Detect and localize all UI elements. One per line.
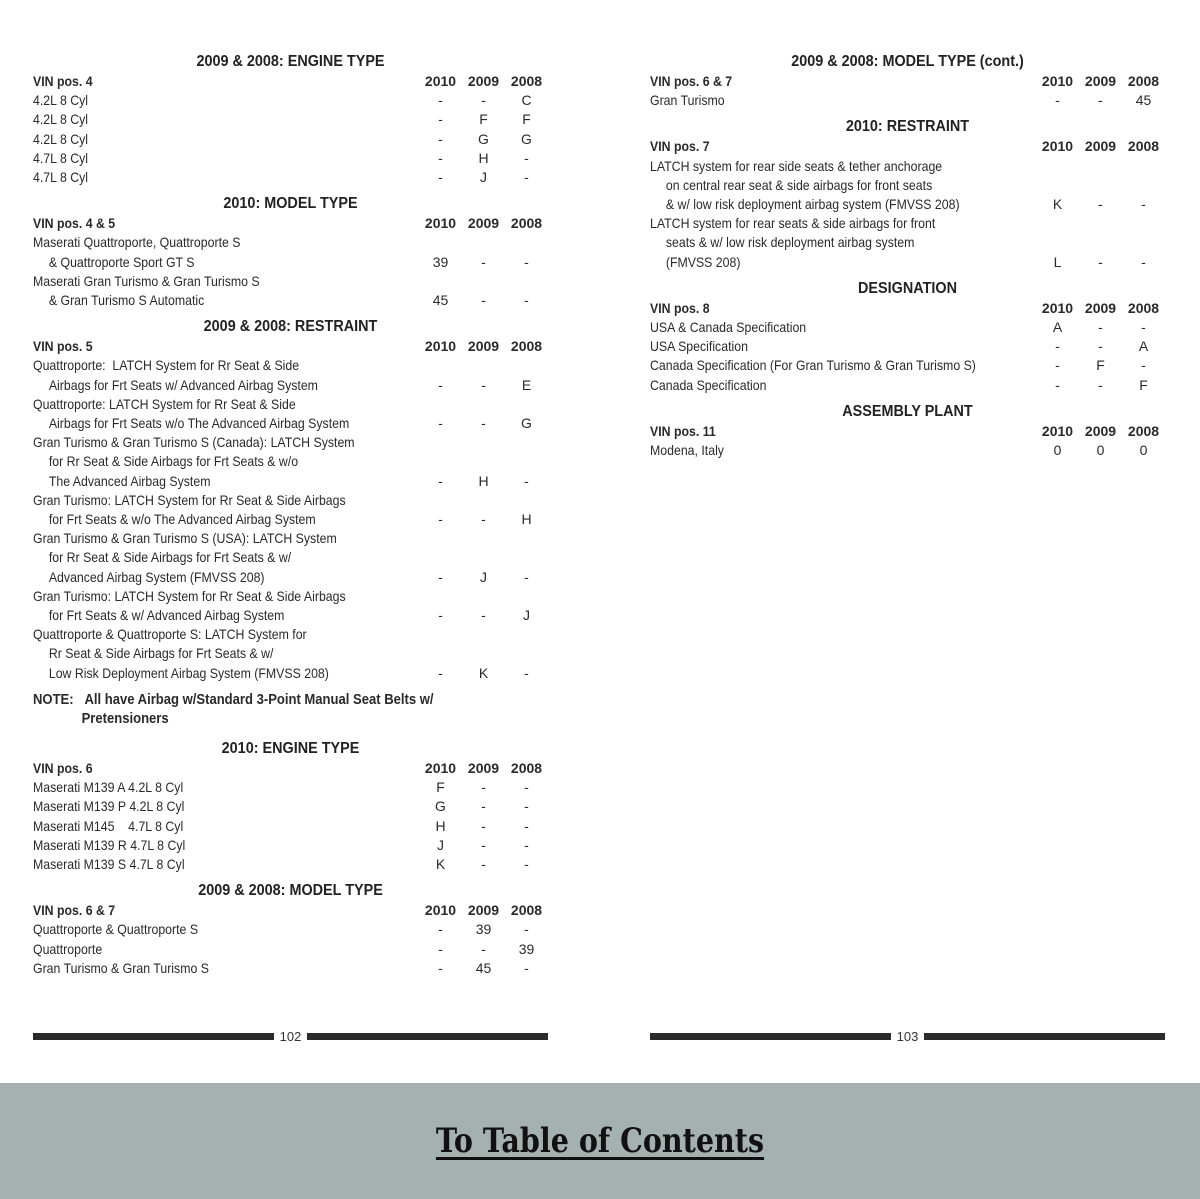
code-2010: L xyxy=(1053,253,1062,270)
description-line: Airbags for Frt Seats w/ Advanced Airbag System xyxy=(48,376,318,393)
year-header-2009: 2009 xyxy=(467,902,500,919)
code-row xyxy=(33,91,548,110)
code-2009: J xyxy=(480,169,487,186)
year-header-2010: 2010 xyxy=(1041,138,1074,155)
code-2009: - xyxy=(481,607,486,624)
section-2010-model-type xyxy=(33,194,548,310)
toc-band xyxy=(0,1083,1200,1199)
section-title: DESIGNATION xyxy=(858,279,957,297)
code-2009: - xyxy=(481,511,486,528)
vin-position-label: VIN pos. 8 xyxy=(650,299,710,316)
code-row xyxy=(33,529,548,587)
code-2008: 39 xyxy=(518,940,535,957)
row-description xyxy=(33,920,373,939)
description-line: for Rr Seat & Side Airbags for Frt Seats & w/ xyxy=(48,549,292,566)
year-header-2009: 2009 xyxy=(1084,138,1117,155)
row-description xyxy=(33,130,373,149)
page-102 xyxy=(33,50,548,985)
year-header-2009: 2009 xyxy=(1084,73,1117,89)
code-2008: - xyxy=(1141,319,1146,336)
code-2009: - xyxy=(481,415,486,432)
vin-position-header xyxy=(33,337,548,356)
table-of-contents-link[interactable]: To Table of Contents xyxy=(435,1121,765,1161)
section-title: ASSEMBLY PLANT xyxy=(842,402,973,420)
description-line: Maserati M139 P 4.2L 8 Cyl xyxy=(33,798,185,815)
description-line: LATCH system for rear seats & side airbags for front xyxy=(650,215,936,232)
code-row xyxy=(33,587,548,625)
year-header-2008: 2008 xyxy=(510,73,543,89)
code-2010: - xyxy=(1055,376,1060,393)
vin-position-header xyxy=(33,759,548,778)
year-header-2009: 2009 xyxy=(467,73,500,89)
year-header-2009: 2009 xyxy=(467,215,500,232)
vin-position-header xyxy=(650,72,1165,91)
code-2008: 45 xyxy=(1135,92,1152,109)
footer-rule-right xyxy=(307,1033,548,1040)
description-line: Rr Seat & Side Airbags for Frt Seats & w/ xyxy=(48,645,274,662)
code-row xyxy=(33,491,548,529)
description-line: Quattroporte xyxy=(33,940,103,957)
section-title: 2009 & 2008: RESTRAINT xyxy=(203,318,378,336)
code-2008: G xyxy=(521,415,532,432)
code-2010: - xyxy=(438,511,443,528)
code-row xyxy=(33,395,548,433)
row-description xyxy=(33,91,373,110)
code-2008: - xyxy=(1141,196,1146,213)
description-line: for Rr Seat & Side Airbags for Frt Seats & w/o xyxy=(48,453,299,470)
description-line: Maserati M139 S 4.7L 8 Cyl xyxy=(33,855,185,872)
section-2009-2008-engine-type xyxy=(33,52,548,187)
code-2009: - xyxy=(481,798,486,815)
code-2010: J xyxy=(437,836,444,853)
description-line: for Frt Seats & w/ Advanced Airbag System xyxy=(48,607,285,624)
description-line: Canada Specification xyxy=(650,376,767,393)
description-line: Gran Turismo & Gran Turismo S (Canada): LATCH System xyxy=(33,434,355,451)
year-header-2008: 2008 xyxy=(510,902,543,919)
year-header-2010: 2010 xyxy=(424,902,457,919)
code-2008: - xyxy=(524,921,529,938)
vin-position-header xyxy=(650,299,1165,318)
note-text-line2: Pretensioners xyxy=(81,710,169,727)
code-2008: - xyxy=(524,292,529,309)
row-description xyxy=(33,110,373,129)
code-row xyxy=(33,778,548,797)
description-line: Quattroporte & Quattroporte S xyxy=(33,921,199,938)
code-2008: - xyxy=(524,664,529,681)
description-line: on central rear seat & side airbags for front seats xyxy=(665,176,933,193)
vin-position-header xyxy=(33,214,548,233)
code-row xyxy=(650,318,1165,337)
code-2010: - xyxy=(1055,92,1060,109)
code-2008: - xyxy=(524,253,529,270)
code-row xyxy=(33,433,548,491)
row-description xyxy=(650,157,990,215)
code-row xyxy=(33,130,548,149)
code-row xyxy=(33,168,548,187)
description-line: Canada Specification (For Gran Turismo & Gran Turismo S) xyxy=(650,357,976,374)
code-2008: - xyxy=(524,149,529,166)
code-2010: - xyxy=(438,415,443,432)
code-2010: A xyxy=(1052,319,1063,336)
description-line: 4.2L 8 Cyl xyxy=(33,92,89,109)
year-header-2010: 2010 xyxy=(424,759,457,776)
code-2010: F xyxy=(436,779,445,796)
code-row xyxy=(650,91,1165,110)
code-2010: - xyxy=(438,664,443,681)
code-2009: - xyxy=(1098,92,1103,109)
row-description xyxy=(33,529,373,587)
description-line: Quattroporte: LATCH System for Rr Seat & Side xyxy=(33,357,300,374)
code-row xyxy=(33,149,548,168)
code-2008: E xyxy=(521,376,532,393)
row-description xyxy=(33,940,373,959)
code-2008: G xyxy=(521,130,532,147)
vin-position-header xyxy=(650,422,1165,441)
row-description xyxy=(650,91,990,110)
description-line: 4.7L 8 Cyl xyxy=(33,149,89,166)
code-2010: G xyxy=(435,798,446,815)
row-description xyxy=(33,233,373,271)
section-2009-2008-restraint xyxy=(33,317,548,683)
code-row xyxy=(33,272,548,310)
code-2008: J xyxy=(523,607,530,624)
code-2008: - xyxy=(524,855,529,872)
description-line: USA & Canada Specification xyxy=(650,319,807,336)
description-line: (FMVSS 208) xyxy=(665,253,741,270)
vin-position-label: VIN pos. 5 xyxy=(33,338,93,355)
code-2009: - xyxy=(481,836,486,853)
code-row xyxy=(33,836,548,855)
description-line: & Quattroporte Sport GT S xyxy=(48,253,195,270)
page-footer-103 xyxy=(650,1028,1165,1044)
year-header-2010: 2010 xyxy=(1041,73,1074,89)
vin-position-header xyxy=(650,137,1165,156)
code-2009: - xyxy=(481,376,486,393)
row-description xyxy=(33,817,373,836)
year-header-2008: 2008 xyxy=(510,759,543,776)
code-2009: - xyxy=(481,779,486,796)
section-title: 2009 & 2008: MODEL TYPE xyxy=(198,882,383,900)
code-2010: - xyxy=(1055,357,1060,374)
year-header-2009: 2009 xyxy=(467,338,500,355)
section-2010-engine-type xyxy=(33,739,548,874)
code-2009: K xyxy=(478,664,489,681)
description-line: LATCH system for rear side seats & tether anchorage xyxy=(650,157,943,174)
code-2010: - xyxy=(438,169,443,186)
code-row xyxy=(33,855,548,874)
code-2008: H xyxy=(521,511,532,528)
row-description xyxy=(650,214,990,272)
row-description xyxy=(33,778,373,797)
year-header-2010: 2010 xyxy=(424,73,457,89)
note-block xyxy=(33,691,497,729)
code-2010: - xyxy=(438,568,443,585)
code-2010: - xyxy=(438,149,443,166)
code-row xyxy=(33,920,548,939)
code-2009: - xyxy=(481,817,486,834)
code-2009: - xyxy=(1098,196,1103,213)
description-line: Maserati M139 R 4.7L 8 Cyl xyxy=(33,836,186,853)
code-row xyxy=(33,233,548,271)
code-row xyxy=(33,940,548,959)
vin-position-header xyxy=(33,72,548,91)
code-2009: G xyxy=(478,130,489,147)
code-2010: - xyxy=(438,607,443,624)
code-row xyxy=(33,356,548,394)
year-header-2008: 2008 xyxy=(1127,422,1160,439)
code-2009: 45 xyxy=(475,959,492,976)
vin-position-label: VIN pos. 6 xyxy=(33,759,93,776)
code-2009: - xyxy=(481,940,486,957)
code-row xyxy=(33,959,548,978)
row-description xyxy=(650,441,990,460)
vin-position-label: VIN pos. 4 & 5 xyxy=(33,215,116,232)
code-2009: F xyxy=(479,111,488,128)
description-line: Maserati M139 A 4.2L 8 Cyl xyxy=(33,779,184,796)
vin-position-label: VIN pos. 11 xyxy=(650,422,716,439)
page-footer-102 xyxy=(33,1028,548,1044)
code-2009: - xyxy=(1098,338,1103,355)
code-2010: 39 xyxy=(432,253,449,270)
row-description xyxy=(33,625,373,683)
vin-position-label: VIN pos. 6 & 7 xyxy=(650,73,733,89)
code-row xyxy=(33,797,548,816)
row-description xyxy=(33,433,373,491)
description-line: 4.2L 8 Cyl xyxy=(33,130,89,147)
section-title: 2010: ENGINE TYPE xyxy=(221,739,360,757)
code-2009: J xyxy=(480,568,487,585)
section-title: 2010: MODEL TYPE xyxy=(223,195,358,213)
vin-position-label: VIN pos. 7 xyxy=(650,138,710,155)
year-header-2009: 2009 xyxy=(1084,422,1117,439)
code-2008: - xyxy=(524,959,529,976)
code-2008: A xyxy=(1138,338,1149,355)
description-line: Maserati M145 4.7L 8 Cyl xyxy=(33,817,184,834)
vin-position-label: VIN pos. 4 xyxy=(33,73,93,89)
year-header-2010: 2010 xyxy=(424,215,457,232)
year-header-2009: 2009 xyxy=(467,759,500,776)
code-2008: 0 xyxy=(1139,442,1148,459)
year-header-2010: 2010 xyxy=(424,338,457,355)
code-2009: - xyxy=(1098,376,1103,393)
code-2010: H xyxy=(435,817,446,834)
year-header-2008: 2008 xyxy=(1127,138,1160,155)
year-header-2010: 2010 xyxy=(1041,299,1074,316)
section-assembly-plant xyxy=(650,402,1165,460)
row-description xyxy=(650,318,990,337)
row-description xyxy=(33,356,373,394)
code-2008: - xyxy=(524,817,529,834)
description-line: Maserati Quattroporte, Quattroporte S xyxy=(33,234,241,251)
code-2010: - xyxy=(438,376,443,393)
row-description xyxy=(650,337,990,356)
row-description xyxy=(33,836,373,855)
row-description xyxy=(33,272,373,310)
description-line: Modena, Italy xyxy=(650,442,724,459)
description-line: Gran Turismo xyxy=(650,92,725,109)
vin-position-header xyxy=(33,901,548,920)
section-title: 2009 & 2008: ENGINE TYPE xyxy=(196,53,385,70)
code-row xyxy=(650,441,1165,460)
year-header-2008: 2008 xyxy=(510,215,543,232)
code-2009: - xyxy=(481,292,486,309)
code-2009: - xyxy=(481,253,486,270)
code-2010: 0 xyxy=(1053,442,1062,459)
page-number: 103 xyxy=(896,1028,919,1044)
code-row xyxy=(650,214,1165,272)
description-line: 4.7L 8 Cyl xyxy=(33,169,89,186)
code-2010: - xyxy=(438,472,443,489)
row-description xyxy=(650,356,990,375)
code-2008: F xyxy=(522,111,531,128)
section-title: 2010: RESTRAINT xyxy=(845,118,970,136)
description-line: & Gran Turismo S Automatic xyxy=(48,292,205,309)
row-description xyxy=(650,376,990,395)
year-header-2008: 2008 xyxy=(1127,73,1160,89)
code-2010: - xyxy=(438,92,443,109)
description-line: Maserati Gran Turismo & Gran Turismo S xyxy=(33,272,260,289)
note-text-line1: All have Airbag w/Standard 3-Point Manual Seat Belts w/ xyxy=(84,691,434,708)
code-2010: K xyxy=(1052,196,1063,213)
code-2010: - xyxy=(438,921,443,938)
code-2009: - xyxy=(1098,319,1103,336)
code-2010: K xyxy=(435,855,446,872)
code-2010: - xyxy=(438,959,443,976)
description-line: Low Risk Deployment Airbag System (FMVSS 208) xyxy=(48,664,329,681)
code-2010: 45 xyxy=(432,292,449,309)
description-line: Gran Turismo & Gran Turismo S xyxy=(33,959,209,976)
code-2010: - xyxy=(438,130,443,147)
section-2009-2008-model-type xyxy=(33,881,548,978)
code-2010: - xyxy=(438,940,443,957)
code-2009: F xyxy=(1096,357,1105,374)
code-2009: - xyxy=(1098,253,1103,270)
code-2008: - xyxy=(1141,253,1146,270)
code-2008: F xyxy=(1139,376,1148,393)
row-description xyxy=(33,587,373,625)
code-2009: 0 xyxy=(1096,442,1105,459)
year-header-2008: 2008 xyxy=(1127,299,1160,316)
description-line: seats & w/ low risk deployment airbag system xyxy=(665,234,915,251)
page-number: 102 xyxy=(279,1028,302,1044)
code-2009: H xyxy=(478,149,489,166)
code-2009: 39 xyxy=(475,921,492,938)
row-description xyxy=(33,797,373,816)
description-line: & w/ low risk deployment airbag system (FMVSS 208) xyxy=(665,196,960,213)
row-description xyxy=(33,149,373,168)
note-label: NOTE: xyxy=(33,691,74,708)
section-2009-2008-model-type-cont xyxy=(650,52,1165,110)
code-row xyxy=(650,157,1165,215)
description-line: USA Specification xyxy=(650,338,748,355)
description-line: Quattroporte & Quattroporte S: LATCH System for xyxy=(33,626,307,643)
code-2008: - xyxy=(524,568,529,585)
code-2010: - xyxy=(438,111,443,128)
footer-rule-left xyxy=(650,1033,891,1040)
code-2009: - xyxy=(481,855,486,872)
row-description xyxy=(33,491,373,529)
code-2008: - xyxy=(524,836,529,853)
page-103 xyxy=(650,50,1165,467)
code-2008: - xyxy=(1141,357,1146,374)
code-2008: - xyxy=(524,169,529,186)
code-2009: H xyxy=(478,472,489,489)
code-2008: C xyxy=(521,92,532,109)
code-row xyxy=(650,376,1165,395)
code-2010: - xyxy=(1055,338,1060,355)
code-2008: - xyxy=(524,798,529,815)
row-description xyxy=(33,168,373,187)
code-row xyxy=(33,625,548,683)
code-row xyxy=(33,110,548,129)
description-line: Gran Turismo & Gran Turismo S (USA): LATCH System xyxy=(33,530,337,547)
year-header-2008: 2008 xyxy=(510,338,543,355)
year-header-2009: 2009 xyxy=(1084,299,1117,316)
code-2008: - xyxy=(524,472,529,489)
footer-rule-left xyxy=(33,1033,274,1040)
code-2009: - xyxy=(481,92,486,109)
year-header-2010: 2010 xyxy=(1041,422,1074,439)
description-line: 4.2L 8 Cyl xyxy=(33,111,89,128)
description-line: Quattroporte: LATCH System for Rr Seat & Side xyxy=(33,395,296,412)
description-line: The Advanced Airbag System xyxy=(48,472,211,489)
row-description xyxy=(33,855,373,874)
code-row xyxy=(33,817,548,836)
description-line: Airbags for Frt Seats w/o The Advanced Airbag System xyxy=(48,415,350,432)
description-line: Advanced Airbag System (FMVSS 208) xyxy=(48,568,265,585)
code-2008: - xyxy=(524,779,529,796)
description-line: Gran Turismo: LATCH System for Rr Seat & Side Airbags xyxy=(33,491,346,508)
section-2010-restraint xyxy=(650,117,1165,271)
section-designation xyxy=(650,279,1165,395)
vin-position-label: VIN pos. 6 & 7 xyxy=(33,902,116,919)
code-row xyxy=(650,356,1165,375)
row-description xyxy=(33,395,373,433)
description-line: for Frt Seats & w/o The Advanced Airbag System xyxy=(48,511,316,528)
section-title: 2009 & 2008: MODEL TYPE (cont.) xyxy=(791,53,1024,70)
row-description xyxy=(33,959,373,978)
code-row xyxy=(650,337,1165,356)
footer-rule-right xyxy=(924,1033,1165,1040)
description-line: Gran Turismo: LATCH System for Rr Seat & Side Airbags xyxy=(33,587,346,604)
